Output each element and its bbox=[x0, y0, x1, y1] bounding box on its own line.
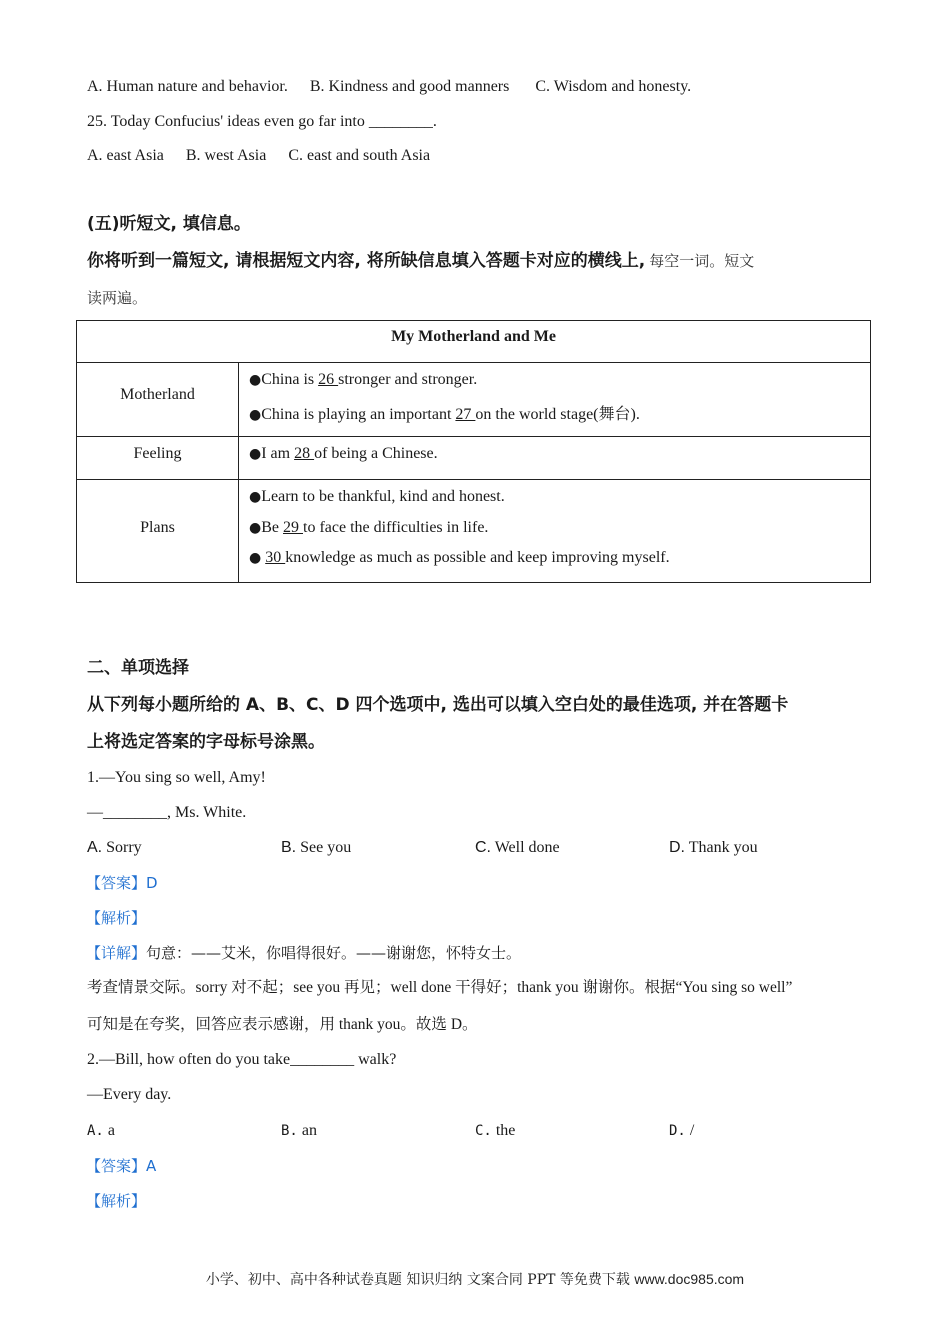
q1-analysis-label: 【解析】 bbox=[86, 909, 147, 927]
q1-line2: —________, Ms. White. bbox=[87, 804, 247, 821]
q2-option-d: D. / bbox=[669, 1122, 695, 1139]
q1-line1: 1.—You sing so well, Amy! bbox=[87, 769, 266, 786]
q1-answer: 【答案】D bbox=[86, 874, 158, 892]
q24-option-b: B. Kindness and good manners bbox=[309, 78, 510, 95]
blank-27: 27 bbox=[455, 406, 476, 423]
row-label-motherland: Motherland bbox=[120, 386, 195, 403]
table-item: ● 30 knowledge as much as possible and keep improving myself. bbox=[249, 549, 670, 566]
blank-29: 29 bbox=[283, 519, 303, 536]
q25-stem: 25. Today Confucius' ideas even go far into ________. bbox=[87, 113, 437, 130]
row-label-feeling: Feeling bbox=[133, 445, 182, 462]
table-item: ●China is playing an important 27 on the world stage(舞台). bbox=[249, 406, 640, 423]
q24-options bbox=[87, 77, 691, 97]
table-item: ●Be 29 to face the difficulties in life. bbox=[249, 519, 489, 536]
bullet-icon: ● bbox=[249, 550, 262, 566]
part5-instruction-tail: 每空一词。短文 bbox=[649, 252, 755, 270]
q1-detail-text: 句意：——艾米，你唱得很好。——谢谢您，怀特女士。 bbox=[146, 944, 522, 962]
q24-option-c: C. Wisdom and honesty. bbox=[535, 78, 692, 95]
q2-analysis-label: 【解析】 bbox=[86, 1192, 147, 1210]
part2-instruction-1: 从下列每小题所给的 A、B、C、D 四个选项中, 选出可以填入空白处的最佳选项, 并在答题卡 bbox=[87, 695, 789, 715]
row-label-plans: Plans bbox=[140, 519, 175, 536]
q1-option-d: D. Thank you bbox=[669, 839, 758, 856]
table-title: My Motherland and Me bbox=[391, 328, 556, 345]
footer-text: 小学、初中、高中各种试卷真题 知识归纳 文案合同 PPT 等免费下载 bbox=[205, 1272, 635, 1288]
part2-heading: 二、单项选择 bbox=[87, 658, 189, 678]
q25-option-a: A. east Asia bbox=[87, 147, 164, 164]
table-divider bbox=[77, 362, 870, 363]
q2-option-c: C. the bbox=[475, 1122, 516, 1139]
table-item: ●China is 26 stronger and stronger. bbox=[249, 371, 478, 388]
q24-option-a: A. Human nature and behavior. bbox=[87, 78, 288, 95]
part5-instruction bbox=[87, 251, 754, 272]
q1-explain-1: 考查情景交际。sorry 对不起；see you 再见；well done 干得好；thank you 谢谢你。根据“You sing so well” bbox=[87, 979, 793, 996]
q1-explain-2: 可知是在夸奖，回答应表示感谢，用 thank you。故选 D。 bbox=[87, 1016, 478, 1033]
table-item: ●I am 28 of being a Chinese. bbox=[249, 445, 438, 462]
q1-option-c: C. Well done bbox=[475, 839, 560, 856]
part5-heading: (五)听短文, 填信息。 bbox=[87, 214, 251, 234]
q1-detail bbox=[86, 943, 521, 964]
part5-instruction-bold: 你将听到一篇短文, 请根据短文内容, 将所缺信息填入答题卡对应的横线上, bbox=[87, 251, 646, 271]
q2-option-a: A. a bbox=[87, 1122, 115, 1139]
q1-option-b: B. See you bbox=[281, 839, 352, 856]
bullet-icon: ● bbox=[249, 520, 262, 536]
q2-option-b: B. an bbox=[281, 1122, 317, 1139]
table-column-divider bbox=[238, 362, 239, 582]
info-table bbox=[76, 320, 871, 583]
q25-options bbox=[87, 146, 430, 166]
q2-line1: 2.—Bill, how often do you take________ walk? bbox=[87, 1051, 397, 1068]
q1-option-a: A. Sorry bbox=[87, 839, 142, 856]
table-divider bbox=[77, 436, 870, 437]
blank-26: 26 bbox=[318, 371, 339, 388]
bullet-icon: ● bbox=[249, 446, 262, 462]
q2-answer: 【答案】A bbox=[86, 1157, 157, 1175]
bullet-icon: ● bbox=[249, 489, 262, 505]
q25-option-c: C. east and south Asia bbox=[288, 147, 431, 164]
table-divider bbox=[77, 479, 870, 480]
page-footer bbox=[0, 1269, 950, 1289]
blank-30: 30 bbox=[265, 549, 286, 566]
bullet-icon: ● bbox=[249, 372, 262, 388]
table-item: ●Learn to be thankful, kind and honest. bbox=[249, 488, 505, 505]
part2-instruction-2: 上将选定答案的字母标号涂黑。 bbox=[87, 732, 325, 752]
bullet-icon: ● bbox=[249, 407, 262, 423]
q1-detail-tag: 【详解】 bbox=[86, 944, 147, 962]
footer-url[interactable]: www.doc985.com bbox=[634, 1271, 745, 1287]
part5-instruction-line2: 读两遍。 bbox=[87, 289, 148, 307]
blank-28: 28 bbox=[294, 445, 315, 462]
q2-line2: —Every day. bbox=[87, 1086, 172, 1103]
q25-option-b: B. west Asia bbox=[185, 147, 267, 164]
